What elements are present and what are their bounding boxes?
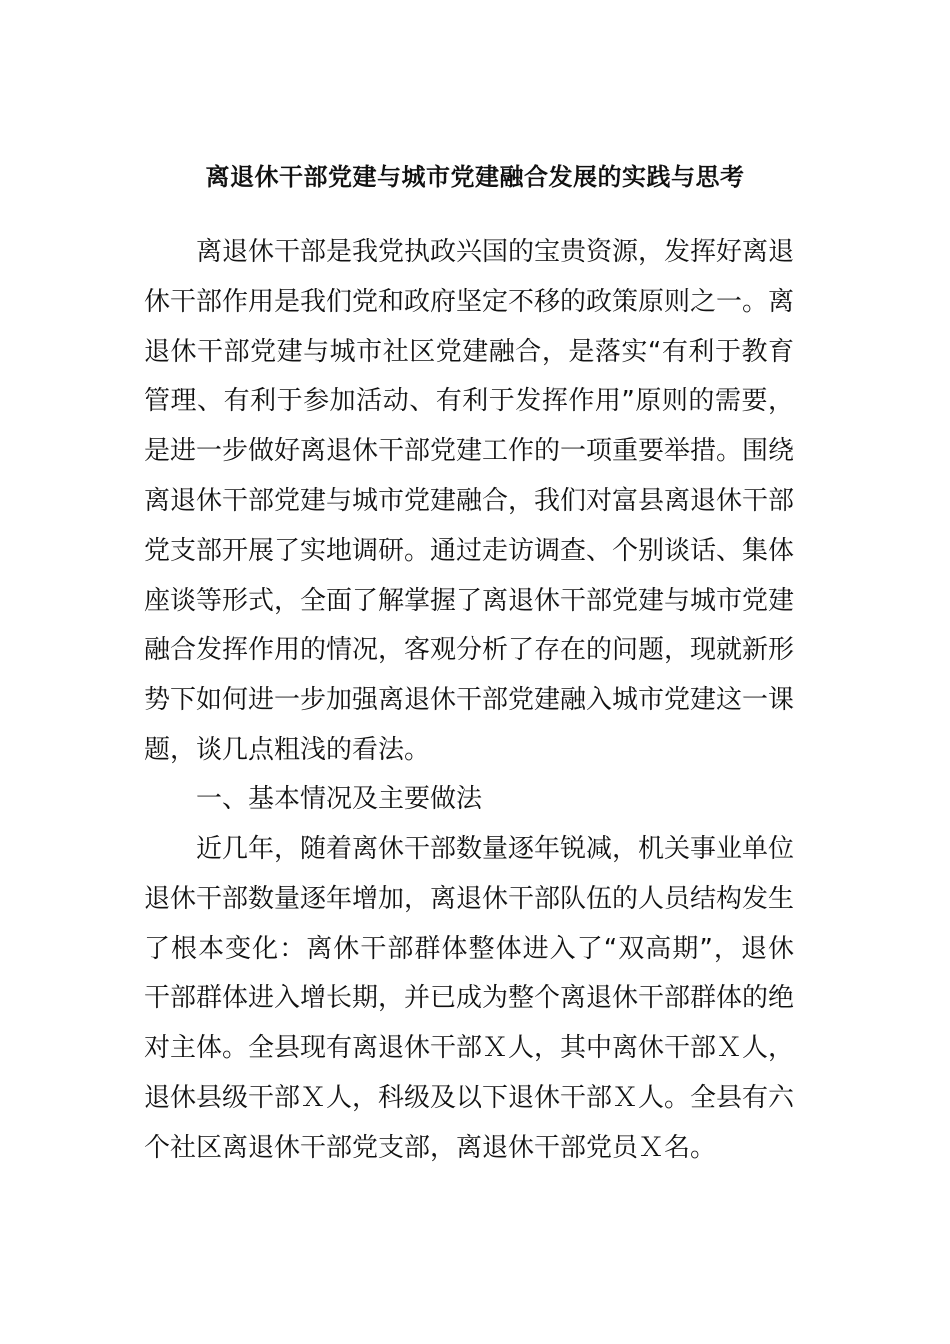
section-heading: 一、基本情况及主要做法 <box>196 784 483 814</box>
document-title: 离退休干部党建与城市党建融合发展的实践与思考 <box>205 163 745 191</box>
paragraph-intro: 离退休干部是我党执政兴国的宝贵资源，发挥好离退休干部作用是我们党和政府坚定不移的政策原则之一。离退休干部党建与城市社区党建融合，是落实“有利于教育管理、有利于参加活动、有利于发挥作用”原则的需要，是进一步做好离退休干部党建工作的一项重要举措。围绕离退休干部党建与城市党建融合，我们对富县离退休干部党支部开展了实地调研。通过走访调查、个别谈话、集体座谈等形式，全面了解掌握了离退休干部党建与城市党建融合发挥作用的情况，客观分析了存在的问题，现就新形势下如何进一步加强离退休干部党建融入城市党建这一课题，谈几点粗浅的看法。 <box>144 237 795 765</box>
paragraph-basic-situation: 近几年，随着离休干部数量逐年锐减，机关事业单位退休干部数量逐年增加，离退休干部队伍的人员结构发生了根本变化：离休干部群体整体进入了“双高期”，退休干部群体进入增长期，并已成为整个离退休干部群体的绝对主体。全县现有离退休干部Ｘ人，其中离休干部Ｘ人，退休县级干部Ｘ人，科级及以下退休干部Ｘ人。全县有六个社区离退休干部党支部，离退休干部党员Ｘ名。 <box>144 834 795 1163</box>
